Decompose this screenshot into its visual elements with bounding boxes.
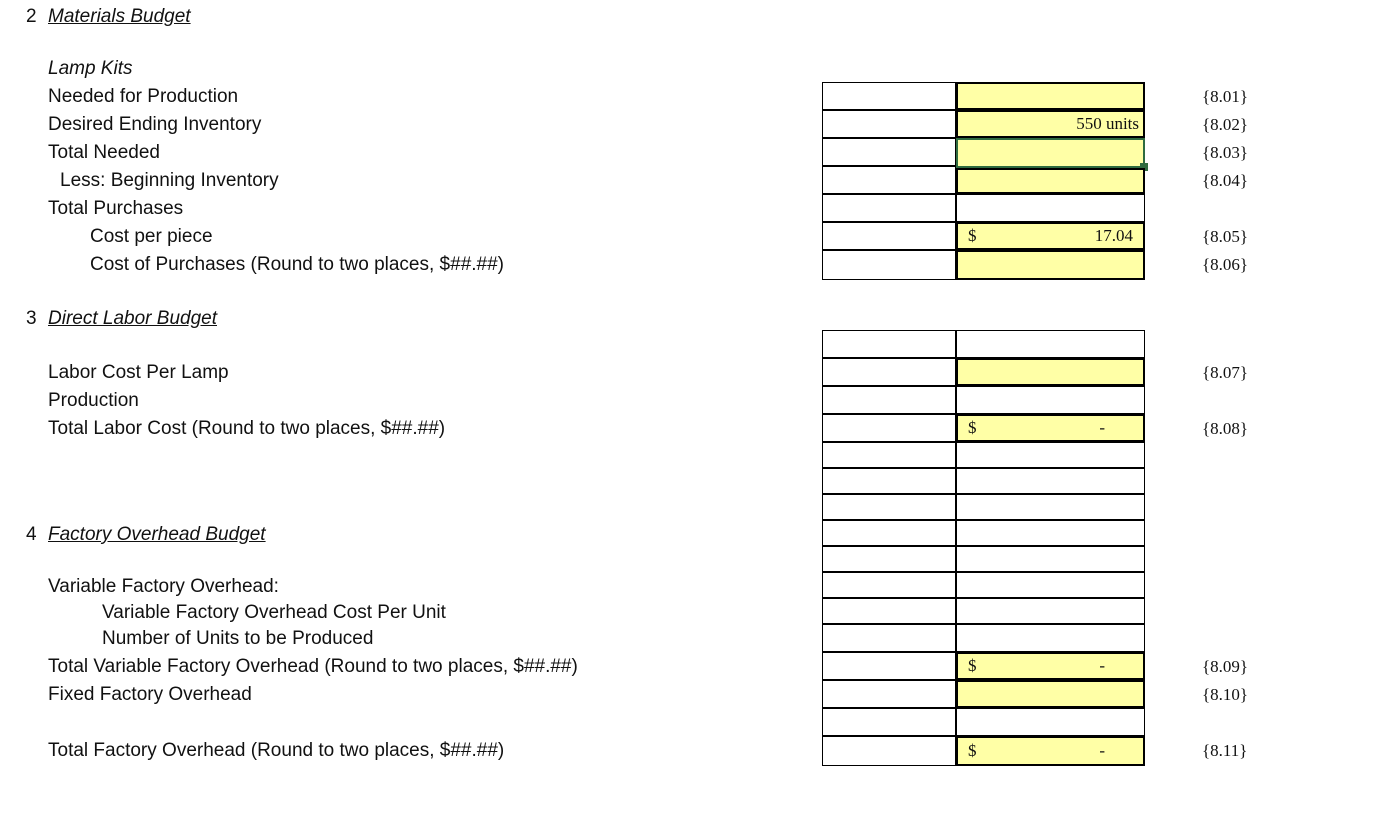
dollar-sign: $ (968, 418, 977, 437)
cell-a-empty-2[interactable] (822, 468, 956, 494)
cell-a-fixed[interactable] (822, 680, 956, 708)
less-beginning-inventory-label: Less: Beginning Inventory (60, 170, 279, 191)
cell-a-total-labor[interactable] (822, 414, 956, 442)
needed-for-production-label: Needed for Production (48, 86, 239, 107)
ref-8-11: {8.11} (1202, 741, 1248, 760)
total-variable-overhead-value: - (1099, 656, 1105, 675)
total-factory-overhead-label: Total Factory Overhead (Round to two places, $##.##) (48, 740, 505, 761)
cell-a-total-purchases[interactable] (822, 194, 956, 222)
cell-a-labor-blank[interactable] (822, 330, 956, 358)
production-label: Production (48, 390, 139, 411)
cell-b-empty-4[interactable] (956, 520, 1145, 546)
section-number-labor: 3 (26, 308, 37, 329)
cell-a-total-overhead[interactable] (822, 736, 956, 766)
cell-a-desired[interactable] (822, 110, 956, 138)
cell-a-needed[interactable] (822, 82, 956, 110)
input-total-variable-overhead[interactable] (956, 652, 1145, 680)
cell-a-beginning[interactable] (822, 166, 956, 194)
ref-8-09: {8.09} (1202, 657, 1249, 676)
fixed-factory-overhead-label: Fixed Factory Overhead (48, 684, 252, 705)
total-labor-cost-label: Total Labor Cost (Round to two places, $##.##) (48, 418, 446, 439)
section-number-materials: 2 (26, 6, 37, 27)
cost-per-piece-label: Cost per piece (90, 226, 213, 247)
total-factory-overhead-value: - (1099, 741, 1105, 760)
units-to-be-produced-label: Number of Units to be Produced (102, 628, 374, 649)
lamp-kits-subtitle: Lamp Kits (48, 58, 133, 79)
cell-a-empty-3[interactable] (822, 494, 956, 520)
cell-b-blank-overhead[interactable] (956, 708, 1145, 736)
ref-8-06: {8.06} (1202, 255, 1249, 274)
cell-b-units[interactable] (956, 624, 1145, 652)
input-cost-of-purchases[interactable] (956, 250, 1145, 280)
input-total-factory-overhead[interactable] (956, 736, 1145, 766)
cost-of-purchases-label: Cost of Purchases (Round to two places, $##.##) (90, 254, 505, 275)
input-cost-per-piece[interactable] (956, 222, 1145, 250)
dollar-sign: $ (968, 656, 977, 675)
total-needed-label: Total Needed (48, 142, 160, 163)
cell-a-units[interactable] (822, 624, 956, 652)
input-needed-for-production[interactable] (956, 82, 1145, 110)
cell-a-total-needed[interactable] (822, 138, 956, 166)
dollar-sign: $ (968, 226, 977, 245)
cell-a-cost-piece[interactable] (822, 222, 956, 250)
variable-factory-overhead-label: Variable Factory Overhead: (48, 576, 279, 597)
input-desired-ending-inventory[interactable] (956, 110, 1145, 138)
cell-a-variable[interactable] (822, 572, 956, 598)
input-total-needed[interactable] (956, 138, 1145, 168)
cell-b-empty-1[interactable] (956, 442, 1145, 468)
total-labor-cost-value: - (1099, 418, 1105, 437)
cell-b-production[interactable] (956, 386, 1145, 414)
cell-b-var-cost[interactable] (956, 598, 1145, 624)
cell-a-total-var[interactable] (822, 652, 956, 680)
cell-a-blank-overhead[interactable] (822, 708, 956, 736)
input-beginning-inventory[interactable] (956, 168, 1145, 194)
ref-8-01: {8.01} (1202, 87, 1249, 106)
ref-8-05: {8.05} (1202, 227, 1249, 246)
section-number-overhead: 4 (26, 524, 37, 545)
cell-a-cost-purchases[interactable] (822, 250, 956, 280)
cost-per-piece-value: 17.04 (1094, 226, 1133, 245)
variable-overhead-cost-per-unit-label: Variable Factory Overhead Cost Per Unit (102, 602, 446, 623)
cell-b-empty-3[interactable] (956, 494, 1145, 520)
cell-b-labor-blank[interactable] (956, 330, 1145, 358)
cell-a-empty-5[interactable] (822, 546, 956, 572)
ref-8-07: {8.07} (1202, 363, 1249, 382)
dollar-sign: $ (968, 741, 977, 760)
cell-a-empty-1[interactable] (822, 442, 956, 468)
cell-b-empty-2[interactable] (956, 468, 1145, 494)
cell-b-variable[interactable] (956, 572, 1145, 598)
direct-labor-budget-title: Direct Labor Budget (48, 308, 217, 329)
cell-a-var-cost[interactable] (822, 598, 956, 624)
ref-8-03: {8.03} (1202, 143, 1249, 162)
total-variable-overhead-label: Total Variable Factory Overhead (Round to two places, $##.##) (48, 656, 578, 677)
labor-cost-per-lamp-label: Labor Cost Per Lamp (48, 362, 229, 383)
cell-a-production[interactable] (822, 386, 956, 414)
ref-8-04: {8.04} (1202, 171, 1249, 190)
ref-8-02: {8.02} (1202, 115, 1249, 134)
desired-ending-inventory-value: 550 units (1076, 114, 1139, 133)
ref-8-10: {8.10} (1202, 685, 1249, 704)
cell-b-total-purchases[interactable] (956, 194, 1145, 222)
desired-ending-inventory-label: Desired Ending Inventory (48, 114, 262, 135)
cell-b-empty-5[interactable] (956, 546, 1145, 572)
materials-budget-title: Materials Budget (48, 6, 191, 27)
total-purchases-label: Total Purchases (48, 198, 184, 219)
cell-a-empty-4[interactable] (822, 520, 956, 546)
ref-8-08: {8.08} (1202, 419, 1249, 438)
input-labor-cost-per-lamp[interactable] (956, 358, 1145, 386)
factory-overhead-budget-title: Factory Overhead Budget (48, 524, 266, 545)
cell-a-labor-cost[interactable] (822, 358, 956, 386)
input-fixed-factory-overhead[interactable] (956, 680, 1145, 708)
input-total-labor-cost[interactable] (956, 414, 1145, 442)
